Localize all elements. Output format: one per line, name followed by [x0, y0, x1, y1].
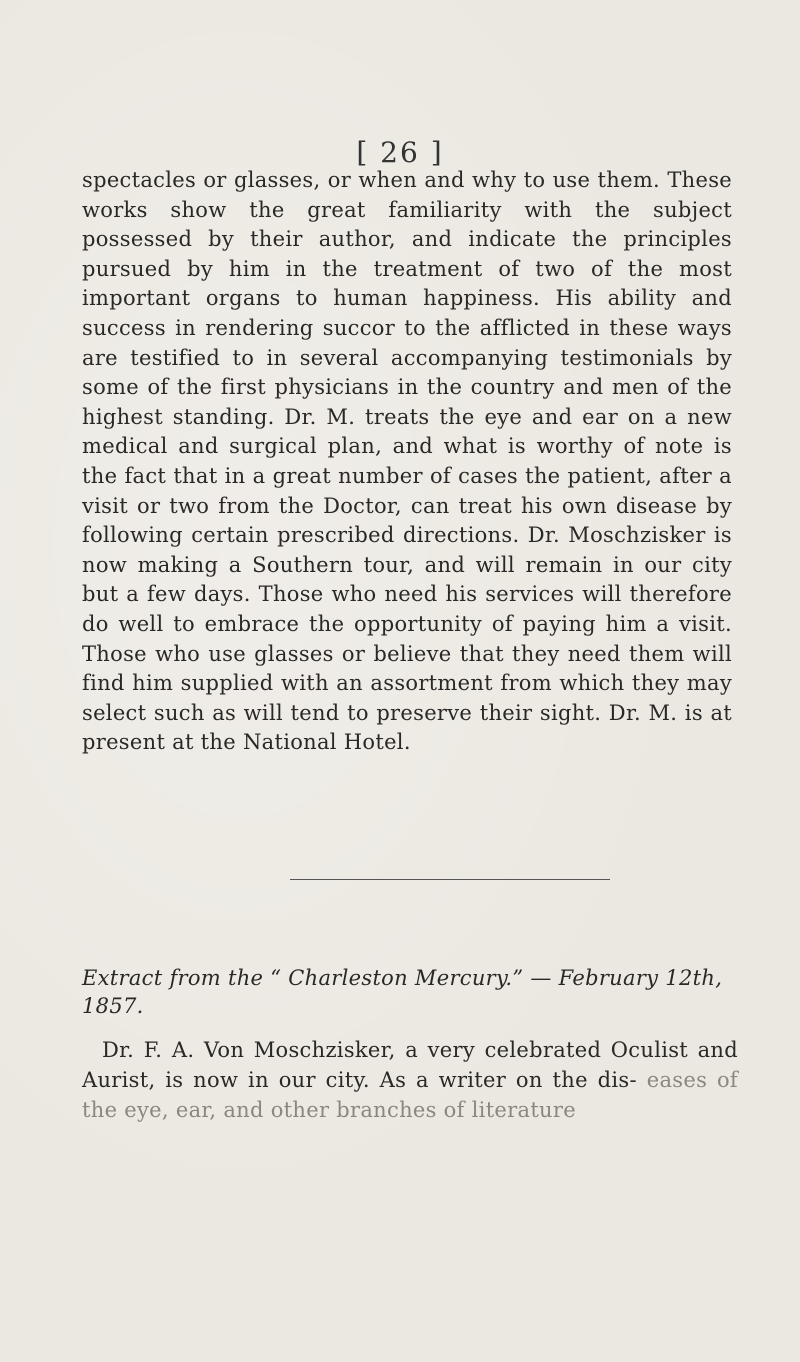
extract-text: Dr. F. A. Von Moschzisker, a very celebrated Oculist and Aurist, is now in our city. As a writer on the dis- — [82, 1038, 738, 1092]
page-number: [ 26 ] — [356, 136, 444, 169]
body-paragraph: spectacles or glasses, or when and why to use them. These works show the great familiarity with the subject possessed by their author, and indicate the principles pursued by him in the treatment of two of the most important organs to human happiness. His ability and success in rendering succor to the afflicted in these ways are testified to in several accompanying testimonials by some of the first physicians in the country and men of the highest standing. Dr. M. treats the eye and ear on a new medical and surgical plan, and what is worthy of note is the fact that in a great number of cases the patient, after a visit or two from the Doctor, can treat his own disease by following certain prescribed directions. Dr. Moschzisker is now making a Southern tour, and will remain in our city but a few days. Those who need his services will therefore do well to embrace the opportunity of paying him a visit. Those who use glasses or believe that they need them will find him supplied with an assortment from which they may select such as will tend to preserve their sight. Dr. M. is at present at the National Hotel. — [82, 168, 732, 755]
extract-paragraph — [82, 1035, 738, 1125]
section-divider — [290, 879, 610, 880]
extract-heading: Extract from the “ Charleston Mercury.” — February 12th, 1857. — [82, 966, 723, 1018]
extract-text-faded: eases of the eye, ear, and other branches of literature — [82, 1068, 738, 1122]
